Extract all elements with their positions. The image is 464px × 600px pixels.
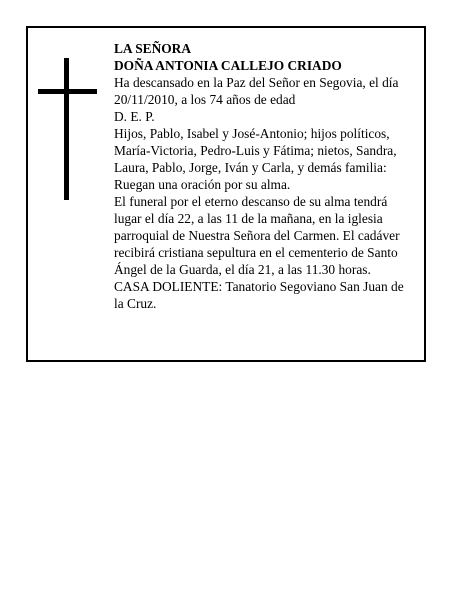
notice-body-line: María-Victoria, Pedro-Luis y Fátima; nietos, Sandra, <box>114 143 397 158</box>
notice-body-line: parroquial de Nuestra Señora del Carmen. El cadáver <box>114 228 400 243</box>
notice-body-line: Ruegan una oración por su alma. <box>114 177 291 192</box>
notice-text <box>114 40 420 312</box>
notice-title: LA SEÑORA <box>114 41 192 56</box>
notice-body-line: 20/11/2010, a los 74 años de edad <box>114 92 296 107</box>
notice-body-line: Ha descansado en la Paz del Señor en Segovia, el día <box>114 75 399 90</box>
latin-cross-icon <box>38 58 98 200</box>
notice-body-line: Ángel de la Guarda, el día 21, a las 11.30 horas. <box>114 262 371 277</box>
obituary-notice <box>26 26 426 362</box>
notice-body-line: Hijos, Pablo, Isabel y José-Antonio; hijos políticos, <box>114 126 390 141</box>
notice-body-line: D. E. P. <box>114 109 155 124</box>
notice-body-line: Laura, Pablo, Jorge, Iván y Carla, y demás familia: <box>114 160 387 175</box>
notice-body-line: CASA DOLIENTE: Tanatorio Segoviano San Juan de <box>114 279 404 294</box>
notice-body-line: El funeral por el eterno descanso de su alma tendrá <box>114 194 388 209</box>
deceased-name: DOÑA ANTONIA CALLEJO CRIADO <box>114 58 342 73</box>
cross-vertical-bar <box>64 58 69 200</box>
notice-body-line: lugar el día 22, a las 11 de la mañana, en la iglesia <box>114 211 383 226</box>
cross-horizontal-bar <box>38 89 97 94</box>
notice-body-line: la Cruz. <box>114 296 157 311</box>
notice-body-line: recibirá cristiana sepultura en el cementerio de Santo <box>114 245 398 260</box>
